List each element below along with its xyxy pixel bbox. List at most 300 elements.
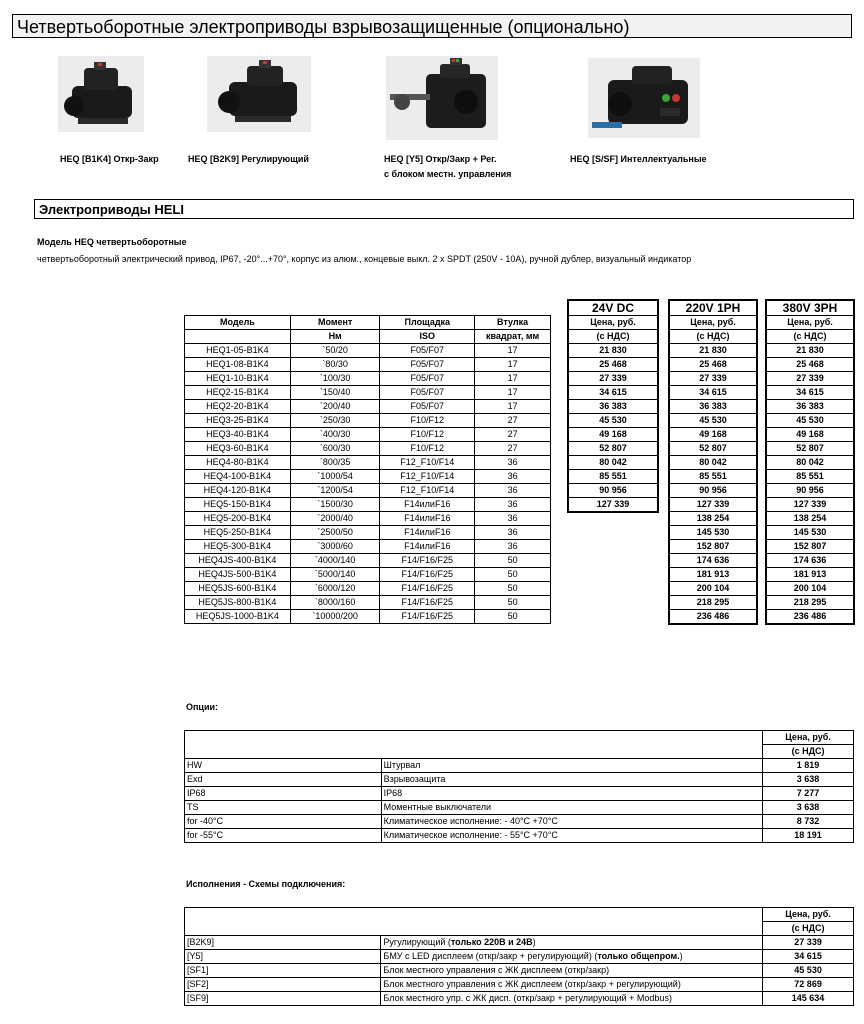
option-row xyxy=(185,759,854,773)
option-price: 3 638 xyxy=(763,801,854,815)
option-description xyxy=(381,978,763,992)
table-row xyxy=(185,554,551,568)
price-row xyxy=(568,498,658,513)
option-price: 34 615 xyxy=(763,950,854,964)
options-table xyxy=(184,730,854,843)
table-cell: 50 xyxy=(475,596,551,610)
price-cell: 21 830 xyxy=(766,344,854,358)
price-row xyxy=(766,512,854,526)
option-code: IP68 xyxy=(185,787,382,801)
price-label-row xyxy=(766,316,854,330)
price-cell: 80 042 xyxy=(568,456,658,470)
price-cell: 145 530 xyxy=(669,526,757,540)
price-row xyxy=(669,442,757,456)
price-row xyxy=(766,344,854,358)
price-cell: 45 530 xyxy=(568,414,658,428)
table-cell: HEQ4-80-B1K4 xyxy=(185,456,291,470)
table-cell: 36 xyxy=(475,526,551,540)
table-row xyxy=(185,610,551,624)
price-cell: 90 956 xyxy=(669,484,757,498)
table-cell: `8000/160 xyxy=(290,596,380,610)
product-caption-line2: с блоком местн. управления xyxy=(384,169,512,179)
table-cell: HEQ5-300-B1K4 xyxy=(185,540,291,554)
option-row xyxy=(185,992,854,1006)
table-cell: 50 xyxy=(475,610,551,624)
option-code: for -40°C xyxy=(185,815,382,829)
price-row xyxy=(766,358,854,372)
table-cell: 36 xyxy=(475,498,551,512)
options-title: Опции: xyxy=(186,702,219,712)
price-row xyxy=(766,596,854,610)
price-cell: 127 339 xyxy=(766,498,854,512)
option-code: TS xyxy=(185,801,382,815)
option-description: Климатическое исполнение: - 55°C +70°C xyxy=(381,829,762,843)
price-row xyxy=(766,610,854,625)
price-label-row xyxy=(766,330,854,344)
price-cell: 181 913 xyxy=(766,568,854,582)
price-row xyxy=(568,372,658,386)
table-cell: HEQ5JS-600-B1K4 xyxy=(185,582,291,596)
table-cell: F14/F16/F25 xyxy=(380,554,475,568)
price-cell: 174 636 xyxy=(766,554,854,568)
table-row xyxy=(185,358,551,372)
price-row xyxy=(568,456,658,470)
price-label-row xyxy=(568,330,658,344)
options-header-row xyxy=(185,731,854,745)
price-row xyxy=(766,540,854,554)
desc-text: ) xyxy=(532,937,536,947)
price-row xyxy=(568,386,658,400)
price-table-380v-3ph xyxy=(765,299,855,625)
desc-text: ) xyxy=(679,951,683,961)
price-label-row xyxy=(669,330,757,344)
option-description: Взрывозащита xyxy=(381,773,762,787)
price-cell: 52 807 xyxy=(669,442,757,456)
option-price: 3 638 xyxy=(763,773,854,787)
option-price: 7 277 xyxy=(763,787,854,801)
price-cell: 34 615 xyxy=(766,386,854,400)
table-cell: HEQ4JS-400-B1K4 xyxy=(185,554,291,568)
table-cell: F12_F10/F14 xyxy=(380,470,475,484)
price-header-row xyxy=(669,300,757,316)
table-row xyxy=(185,386,551,400)
option-description xyxy=(381,964,763,978)
table-row xyxy=(185,372,551,386)
table-row xyxy=(185,526,551,540)
price-row xyxy=(669,456,757,470)
product-caption: HEQ [S/SF] Интеллектуальные xyxy=(570,154,707,164)
option-description: Штурвал xyxy=(381,759,762,773)
table-cell: 50 xyxy=(475,568,551,582)
price-cell: 90 956 xyxy=(766,484,854,498)
col-subheader: Нм xyxy=(290,330,380,344)
price-cell: 25 468 xyxy=(669,358,757,372)
price-cell: 45 530 xyxy=(669,414,757,428)
price-cell: 34 615 xyxy=(568,386,658,400)
price-row xyxy=(669,610,757,625)
col-header-iso: Площадка xyxy=(380,316,475,330)
price-row xyxy=(568,344,658,358)
table-cell: HEQ4-100-B1K4 xyxy=(185,470,291,484)
table-cell: HEQ5JS-800-B1K4 xyxy=(185,596,291,610)
option-row xyxy=(185,950,854,964)
price-label: Цена, руб. xyxy=(669,316,757,330)
price-cell: 49 168 xyxy=(669,428,757,442)
option-description: Климатическое исполнение: - 40°C +70°C xyxy=(381,815,762,829)
table-cell: HEQ5JS-1000-B1K4 xyxy=(185,610,291,624)
header-blank xyxy=(185,908,763,936)
price-cell: 218 295 xyxy=(766,596,854,610)
option-row xyxy=(185,829,854,843)
table-cell: F05/F07 xyxy=(380,400,475,414)
price-cell: 127 339 xyxy=(568,498,658,513)
price-row xyxy=(568,358,658,372)
price-row xyxy=(766,414,854,428)
option-price: 72 869 xyxy=(763,978,854,992)
price-cell: 27 339 xyxy=(766,372,854,386)
price-cell: 85 551 xyxy=(568,470,658,484)
table-cell: HEQ1-10-B1K4 xyxy=(185,372,291,386)
table-cell: `2500/50 xyxy=(290,526,380,540)
col-header-bushing: Втулка xyxy=(475,316,551,330)
option-code: [B2K9] xyxy=(185,936,381,950)
table-cell: F14/F16/F25 xyxy=(380,610,475,624)
table-cell: `50/20 xyxy=(290,344,380,358)
desc-text: Блок местного управления с ЖК дисплеем (откр/закр + регулирующий) xyxy=(383,979,681,989)
header-blank xyxy=(185,731,763,759)
table-cell: 17 xyxy=(475,344,551,358)
voltage-title: 380V 3PH xyxy=(766,300,854,316)
table-row xyxy=(185,442,551,456)
price-row xyxy=(568,442,658,456)
table-cell: `6000/120 xyxy=(290,582,380,596)
price-header-row xyxy=(766,300,854,316)
table-cell: F05/F07 xyxy=(380,344,475,358)
table-cell: HEQ5-200-B1K4 xyxy=(185,512,291,526)
col-subheader xyxy=(185,330,291,344)
price-row xyxy=(669,358,757,372)
option-description: Моментные выключатели xyxy=(381,801,762,815)
table-cell: `400/30 xyxy=(290,428,380,442)
price-label: Цена, руб. xyxy=(763,731,854,745)
desc-text: Блок местного упр. с ЖК дисп. (откр/закр + регулирующий + Modbus) xyxy=(383,993,672,1003)
table-row xyxy=(185,512,551,526)
table-cell: 17 xyxy=(475,358,551,372)
col-subheader: ISO xyxy=(380,330,475,344)
price-label: Цена, руб. xyxy=(568,316,658,330)
table-cell: 36 xyxy=(475,512,551,526)
option-row xyxy=(185,787,854,801)
price-cell: 138 254 xyxy=(669,512,757,526)
price-row xyxy=(669,428,757,442)
price-row xyxy=(766,582,854,596)
price-cell: 236 486 xyxy=(766,610,854,625)
price-row xyxy=(669,568,757,582)
table-cell: F14/F16/F25 xyxy=(380,582,475,596)
price-row xyxy=(568,400,658,414)
table-cell: HEQ2-15-B1K4 xyxy=(185,386,291,400)
price-row xyxy=(669,372,757,386)
versions-table xyxy=(184,907,854,1006)
option-row xyxy=(185,978,854,992)
table-row xyxy=(185,400,551,414)
table-cell: `600/30 xyxy=(290,442,380,456)
table-cell: `10000/200 xyxy=(290,610,380,624)
table-cell: F14илиF16 xyxy=(380,498,475,512)
table-cell: `5000/140 xyxy=(290,568,380,582)
price-row xyxy=(669,470,757,484)
table-row xyxy=(185,498,551,512)
table-cell: HEQ3-25-B1K4 xyxy=(185,414,291,428)
option-row xyxy=(185,815,854,829)
model-table xyxy=(184,315,551,624)
price-cell: 49 168 xyxy=(568,428,658,442)
option-code: [SF1] xyxy=(185,964,381,978)
table-cell: `2000/40 xyxy=(290,512,380,526)
price-cell: 36 383 xyxy=(766,400,854,414)
price-cell: 21 830 xyxy=(568,344,658,358)
price-row xyxy=(766,498,854,512)
price-row xyxy=(669,386,757,400)
table-cell: F10/F12 xyxy=(380,442,475,456)
table-cell: HEQ4JS-500-B1K4 xyxy=(185,568,291,582)
price-cell: 80 042 xyxy=(669,456,757,470)
table-row xyxy=(185,428,551,442)
price-cell: 145 530 xyxy=(766,526,854,540)
price-row xyxy=(766,400,854,414)
table-row xyxy=(185,540,551,554)
option-row xyxy=(185,773,854,787)
price-row xyxy=(766,484,854,498)
desc-bold: только 220В и 24В xyxy=(450,937,533,947)
table-cell: HEQ4-120-B1K4 xyxy=(185,484,291,498)
price-label: (с НДС) xyxy=(766,330,854,344)
price-cell: 152 807 xyxy=(766,540,854,554)
product-caption: HEQ [B1K4] Откр-Закр xyxy=(60,154,159,164)
product-caption: HEQ [B2K9] Регулирующий xyxy=(188,154,309,164)
voltage-title: 24V DC xyxy=(568,300,658,316)
price-cell: 25 468 xyxy=(766,358,854,372)
table-row xyxy=(185,568,551,582)
price-cell: 49 168 xyxy=(766,428,854,442)
table-cell: 27 xyxy=(475,414,551,428)
price-cell: 85 551 xyxy=(766,470,854,484)
table-row xyxy=(185,456,551,470)
option-row xyxy=(185,964,854,978)
price-row xyxy=(669,414,757,428)
price-cell: 27 339 xyxy=(568,372,658,386)
price-table-220v-1ph xyxy=(668,299,758,625)
table-cell: `1500/30 xyxy=(290,498,380,512)
price-cell: 52 807 xyxy=(766,442,854,456)
price-row xyxy=(568,470,658,484)
table-cell: `80/30 xyxy=(290,358,380,372)
table-cell: HEQ5-150-B1K4 xyxy=(185,498,291,512)
table-cell: HEQ3-60-B1K4 xyxy=(185,442,291,456)
table-cell: 36 xyxy=(475,540,551,554)
price-row xyxy=(766,526,854,540)
col-subheader: квадрат, мм xyxy=(475,330,551,344)
desc-text: БМУ с LED дисплеем (откр/закр + регулирующий) ( xyxy=(383,951,598,961)
table-row xyxy=(185,484,551,498)
table-cell: 36 xyxy=(475,470,551,484)
price-table-24v-dc xyxy=(567,299,659,513)
table-cell: F10/F12 xyxy=(380,428,475,442)
section-header: Электроприводы HELI xyxy=(34,199,854,219)
price-cell: 200 104 xyxy=(766,582,854,596)
table-row xyxy=(185,470,551,484)
price-row xyxy=(766,554,854,568)
price-row xyxy=(766,386,854,400)
table-cell: 27 xyxy=(475,428,551,442)
price-label: (с НДС) xyxy=(568,330,658,344)
price-row xyxy=(669,344,757,358)
price-cell: 90 956 xyxy=(568,484,658,498)
table-cell: F14илиF16 xyxy=(380,512,475,526)
option-code: [SF2] xyxy=(185,978,381,992)
price-row xyxy=(766,456,854,470)
price-cell: 52 807 xyxy=(568,442,658,456)
table-cell: HEQ5-250-B1K4 xyxy=(185,526,291,540)
price-row xyxy=(766,442,854,456)
price-row xyxy=(766,470,854,484)
table-row xyxy=(185,582,551,596)
price-label: Цена, руб. xyxy=(766,316,854,330)
price-row xyxy=(669,400,757,414)
table-cell: F05/F07 xyxy=(380,358,475,372)
product-image-b2k9 xyxy=(207,56,311,132)
price-row xyxy=(669,484,757,498)
table-cell: F14/F16/F25 xyxy=(380,596,475,610)
table-cell: F05/F07 xyxy=(380,372,475,386)
table-cell: F12_F10/F14 xyxy=(380,484,475,498)
price-row xyxy=(766,372,854,386)
price-row xyxy=(669,582,757,596)
price-cell: 200 104 xyxy=(669,582,757,596)
table-cell: `1000/54 xyxy=(290,470,380,484)
price-cell: 127 339 xyxy=(669,498,757,512)
price-label: (с НДС) xyxy=(669,330,757,344)
option-price: 8 732 xyxy=(763,815,854,829)
table-cell: F10/F12 xyxy=(380,414,475,428)
col-header-model: Модель xyxy=(185,316,291,330)
table-cell: 27 xyxy=(475,442,551,456)
option-description xyxy=(381,950,763,964)
table-cell: F14илиF16 xyxy=(380,526,475,540)
price-row xyxy=(766,568,854,582)
product-image-b1k4 xyxy=(58,56,144,132)
option-code: [SF9] xyxy=(185,992,381,1006)
table-cell: `100/30 xyxy=(290,372,380,386)
table-row xyxy=(185,596,551,610)
option-price: 1 819 xyxy=(763,759,854,773)
price-cell: 236 486 xyxy=(669,610,757,625)
option-price: 18 191 xyxy=(763,829,854,843)
option-description: IP68 xyxy=(381,787,762,801)
table-cell: F14/F16/F25 xyxy=(380,568,475,582)
option-price: 145 634 xyxy=(763,992,854,1006)
table-cell: 50 xyxy=(475,554,551,568)
table-cell: HEQ3-40-B1K4 xyxy=(185,428,291,442)
price-cell: 27 339 xyxy=(669,372,757,386)
price-row xyxy=(568,414,658,428)
price-cell: 85 551 xyxy=(669,470,757,484)
price-row xyxy=(568,484,658,498)
option-price: 45 530 xyxy=(763,964,854,978)
desc-text: Блок местного управления с ЖК дисплеем (откр/закр) xyxy=(383,965,610,975)
col-header-torque: Момент xyxy=(290,316,380,330)
price-cell: 36 383 xyxy=(669,400,757,414)
option-code: Exd xyxy=(185,773,382,787)
price-cell: 174 636 xyxy=(669,554,757,568)
table-cell: `1200/54 xyxy=(290,484,380,498)
versions-title: Исполнения - Схемы подключения: xyxy=(186,879,346,889)
table-cell: F05/F07 xyxy=(380,386,475,400)
table-cell: HEQ2-20-B1K4 xyxy=(185,400,291,414)
price-cell: 34 615 xyxy=(669,386,757,400)
table-cell: `800/35 xyxy=(290,456,380,470)
page-title: Четвертьоборотные электроприводы взрывозащищенные (опционально) xyxy=(12,14,852,38)
table-cell: HEQ1-05-B1K4 xyxy=(185,344,291,358)
option-row xyxy=(185,936,854,950)
desc-text: Рyгулирующий ( xyxy=(383,937,451,947)
price-row xyxy=(669,526,757,540)
price-row xyxy=(669,512,757,526)
option-code: for -55°C xyxy=(185,829,382,843)
price-cell: 218 295 xyxy=(669,596,757,610)
table-cell: F14илиF16 xyxy=(380,540,475,554)
price-row xyxy=(669,540,757,554)
option-row xyxy=(185,801,854,815)
option-price: 27 339 xyxy=(763,936,854,950)
table-cell: `250/30 xyxy=(290,414,380,428)
price-row xyxy=(669,596,757,610)
price-header-row xyxy=(568,300,658,316)
product-caption: HEQ [Y5] Откр/Закр + Рег. xyxy=(384,154,497,164)
table-cell: F12_F10/F14 xyxy=(380,456,475,470)
table-cell: 17 xyxy=(475,386,551,400)
table-cell: `150/40 xyxy=(290,386,380,400)
option-code: [Y5] xyxy=(185,950,381,964)
table-cell: HEQ1-08-B1K4 xyxy=(185,358,291,372)
price-row xyxy=(568,428,658,442)
table-row xyxy=(185,344,551,358)
table-cell: 36 xyxy=(475,484,551,498)
option-code: HW xyxy=(185,759,382,773)
price-cell: 181 913 xyxy=(669,568,757,582)
option-description xyxy=(381,936,763,950)
price-cell: 25 468 xyxy=(568,358,658,372)
price-label: (с НДС) xyxy=(763,922,854,936)
price-label-row xyxy=(568,316,658,330)
model-description: четвертьоборотный электрический привод, IP67, -20°...+70°, корпус из алюм., концевые выкл. 2 х SPDT (250V - 10A), ручной дублер, визуальный индикатор xyxy=(37,254,692,264)
product-image-s-sf xyxy=(588,58,700,138)
model-title: Модель HEQ четвертьоборотные xyxy=(37,237,187,247)
options-header-row xyxy=(185,908,854,922)
price-cell: 45 530 xyxy=(766,414,854,428)
desc-bold: только общепром. xyxy=(597,951,680,961)
table-cell: 17 xyxy=(475,372,551,386)
voltage-title: 220V 1PH xyxy=(669,300,757,316)
price-row xyxy=(669,498,757,512)
option-description xyxy=(381,992,763,1006)
price-row xyxy=(669,554,757,568)
price-row xyxy=(766,428,854,442)
table-cell: 50 xyxy=(475,582,551,596)
price-cell: 138 254 xyxy=(766,512,854,526)
price-cell: 152 807 xyxy=(669,540,757,554)
price-cell: 36 383 xyxy=(568,400,658,414)
